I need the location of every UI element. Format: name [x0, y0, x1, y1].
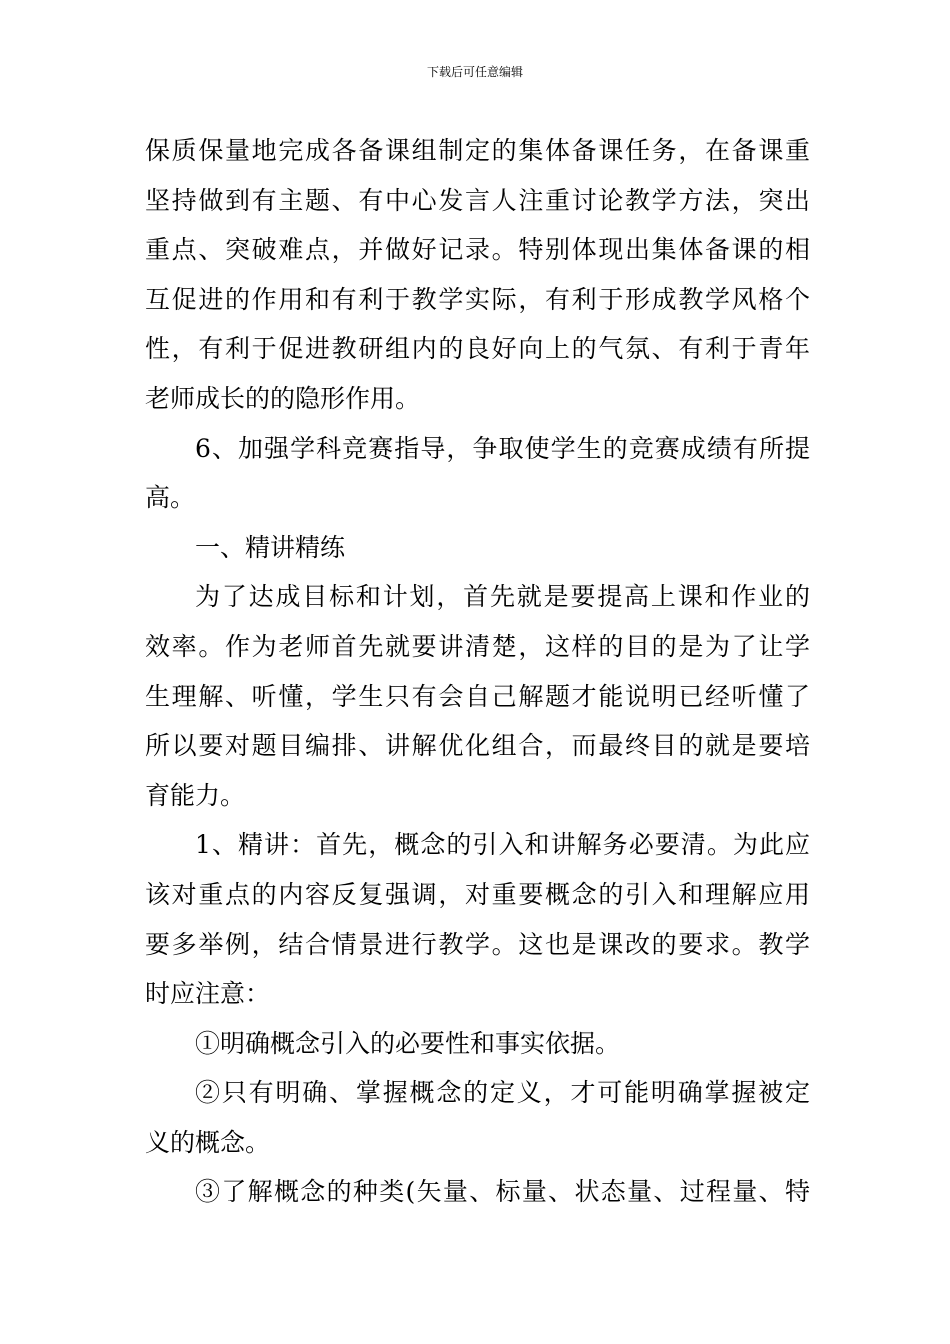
text-line: 效率。作为老师首先就要讲清楚，这样的目的是为了让学	[145, 631, 810, 661]
list-item: ③了解概念的种类(矢量、标量、状态量、过程量、特	[195, 1177, 810, 1207]
text-line: 性，有利于促进教研组内的良好向上的气氛、有利于青年	[145, 334, 810, 364]
text-line: 重点、突破难点，并做好记录。特别体现出集体备课的相	[145, 235, 810, 265]
text-line: 生理解、听懂，学生只有会自己解题才能说明已经听懂了	[145, 681, 810, 711]
page-header: 下载后可任意编辑	[426, 65, 523, 79]
text-line: 义的概念。	[145, 1127, 271, 1157]
text-line: 老师成长的的隐形作用。	[145, 383, 421, 413]
text-line: 育能力。	[145, 780, 246, 810]
text-line: 所以要对题目编排、讲解优化组合，而最终目的就是要培	[145, 731, 810, 761]
list-item: ②只有明确、掌握概念的定义，才可能明确掌握被定	[195, 1078, 810, 1108]
text-line: 互促进的作用和有利于教学实际，有利于形成教学风格个	[145, 284, 810, 314]
section-heading: 一、精讲精练	[195, 532, 346, 562]
text-line: 该对重点的内容反复强调，对重要概念的引入和理解应用	[145, 879, 810, 909]
text-line: 保质保量地完成各备课组制定的集体备课任务，在备课重	[145, 136, 810, 165]
list-item: ①明确概念引入的必要性和事实依据。	[195, 1028, 621, 1058]
text-line: 1、精讲：首先，概念的引入和讲解务必要清。为此应	[195, 830, 810, 860]
text-line: 高。	[145, 483, 196, 513]
text-line: 6、加强学科竞赛指导，争取使学生的竞赛成绩有所提	[195, 433, 810, 463]
text-line: 坚持做到有主题、有中心发言人注重讨论教学方法，突出	[145, 185, 810, 215]
text-line: 为了达成目标和计划，首先就是要提高上课和作业的	[195, 582, 810, 612]
document-body	[145, 126, 810, 1217]
text-line: 要多举例，结合情景进行教学。这也是课改的要求。教学	[145, 929, 810, 959]
text-line: 时应注意：	[145, 979, 271, 1009]
